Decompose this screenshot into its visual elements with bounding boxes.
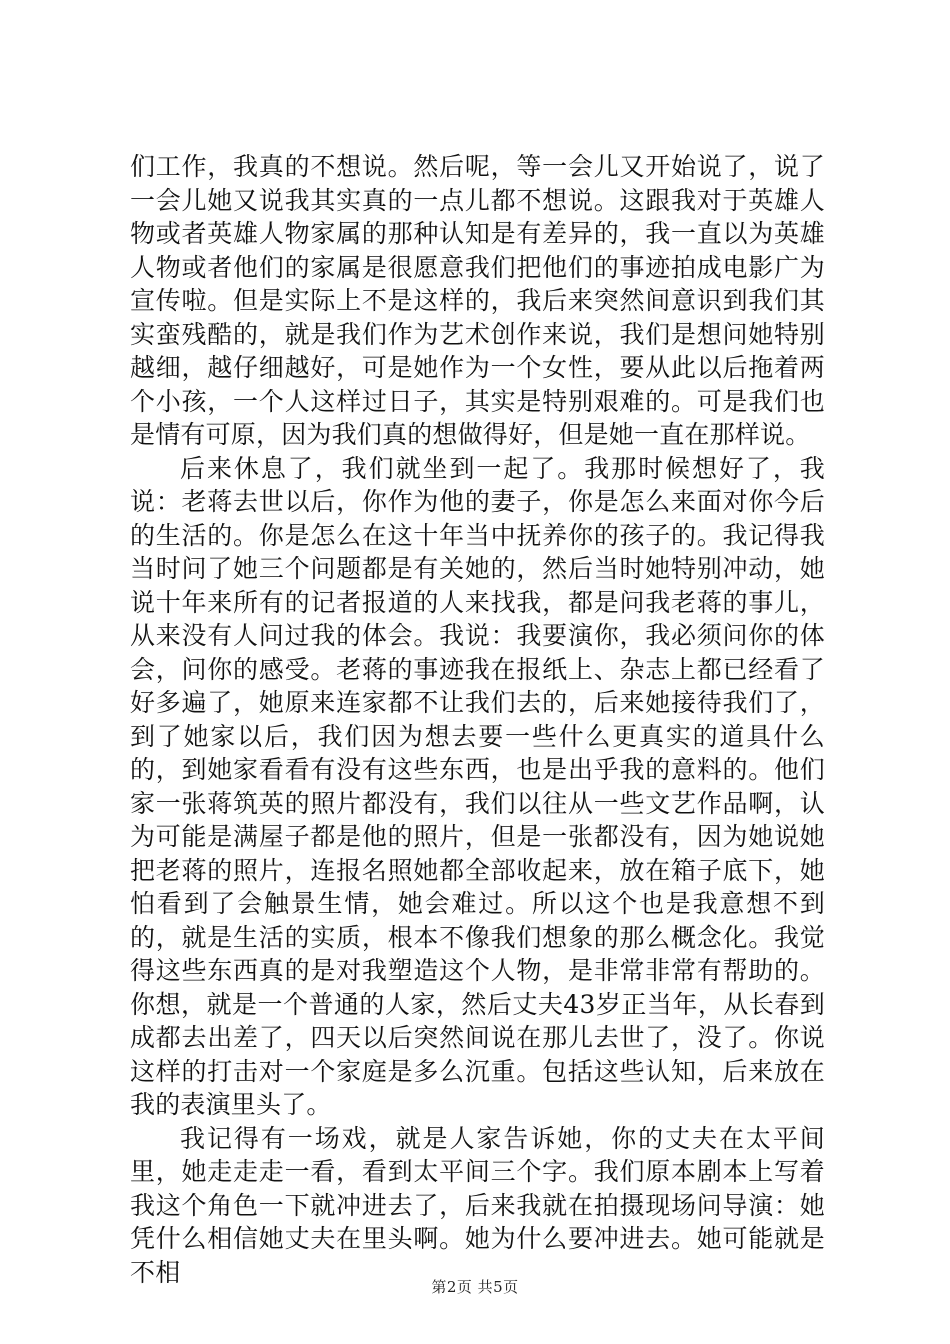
paragraph-3: 我记得有一场戏，就是人家告诉她，你的丈夫在太平间里，她走走走一看，看到太平间三个字。我们原本剧本上写着我这个角色一下就冲进去了，后来我就在拍摄现场问导演：她凭什么相信她丈夫在里头啊。她为什么要冲进去。她可能就是不相 (130, 1123, 825, 1287)
document-body (130, 150, 825, 1289)
paragraph-2: 后来休息了，我们就坐到一起了。我那时候想好了，我说：老蒋去世以后，你作为他的妻子，你是怎么来面对你今后的生活的。你是怎么在这十年当中抚养你的孩子的。我记得我当时问了她三个问题都是有关她的，然后当时她特别冲动，她说十年来所有的记者报道的人来找我，都是问我老蒋的事儿，从来没有人问过我的体会。我说：我要演你，我必须问你的体会，问你的感受。老蒋的事迹我在报纸上、杂志上都已经看了好多遍了，她原来连家都不让我们去的，后来她接待我们了，到了她家以后，我们因为想去要一些什么更真实的道具什么的，到她家看看有没有这些东西，也是出乎我的意料的。他们家一张蒋筑英的照片都没有，我们以往从一些文艺作品啊，认为可能是满屋子都是他的照片，但是一张都没有，因为她说她把老蒋的照片，连报名照她都全部收起来，放在箱子底下，她怕看到了会触景生情，她会难过。所以这个也是我意想不到的，就是生活的实质，根本不像我们想象的那么概念化。我觉得这些东西真的是对我塑造这个人物，是非常非常有帮助的。你想，就是一个普通的人家，然后丈夫43岁正当年，从长春到成都去出差了，四天以后突然间说在那儿去世了，没了。你说这样的打击对一个家庭是多么沉重。包括这些认知，后来放在我的表演里头了。 (130, 453, 825, 1119)
page-footer: 第2页 共5页 (431, 1278, 519, 1296)
paragraph-1: 们工作，我真的不想说。然后呢，等一会儿又开始说了，说了一会儿她又说我其实真的一点儿都不想说。这跟我对于英雄人物或者英雄人物家属的那种认知是有差异的，我一直以为英雄人物或者他们的家属是很愿意我们把他们的事迹拍成电影广为宣传啦。但是实际上不是这样的，我后来突然间意识到我们其实蛮残酷的，就是我们作为艺术创作来说，我们是想问她特别越细，越仔细越好，可是她作为一个女性，要从此以后拖着两个小孩，一个人这样过日子，其实是特别艰难的。可是我们也是情有可原，因为我们真的想做得好，但是她一直在那样说。 (130, 152, 825, 449)
